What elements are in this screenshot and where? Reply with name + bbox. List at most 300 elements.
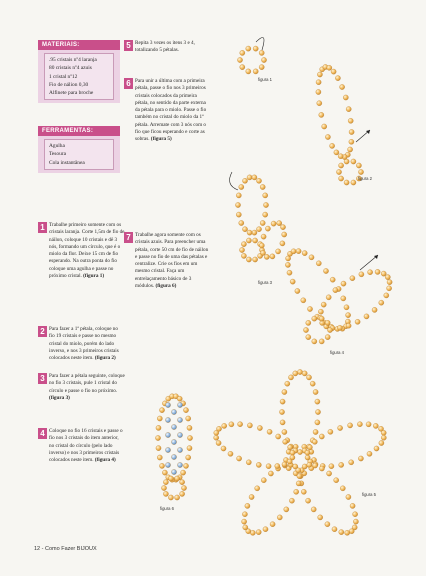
fig6-petal-bead <box>157 455 162 460</box>
fig4-petal-bead <box>337 325 342 330</box>
step-number: 1 <box>38 222 47 233</box>
fig6-ring-bead <box>163 480 168 485</box>
fig4-petal-bead <box>355 319 360 324</box>
fig2-bead <box>358 169 363 174</box>
fig6-blue-bead <box>165 447 170 452</box>
fig3-petal-bead <box>252 175 257 180</box>
fig5-petal-bead <box>306 498 311 503</box>
fig5-petal-bead <box>257 425 262 430</box>
fig5-petal-bead <box>266 464 271 469</box>
fig6-petal-bead <box>187 446 192 451</box>
fig1-bead <box>261 57 266 62</box>
fig6-ring-bead <box>175 495 180 500</box>
fig3-petal-bead <box>247 230 252 235</box>
fig4-ring-bead <box>325 335 330 340</box>
fig5-petal-bead <box>237 456 242 461</box>
fig4-petal-bead <box>318 309 323 314</box>
fig6-blue-bead <box>165 417 170 422</box>
fig3-petal-bead <box>252 230 257 235</box>
figure-label: figura 1 <box>258 77 272 82</box>
figure-ref: (figura 6) <box>155 283 177 290</box>
fig3-petal-bead <box>263 202 268 207</box>
fig3-petal-bead <box>260 220 265 225</box>
fig2-petal-bead <box>325 134 330 139</box>
fig6-petal-bead <box>183 463 188 468</box>
fig3-thread <box>230 172 238 190</box>
tools-item: Cola instantânea <box>49 159 85 166</box>
fig2-bead <box>356 163 361 168</box>
fig6-petal-bead <box>187 425 192 430</box>
figure-ref: (figura 3) <box>49 394 70 401</box>
materials-item: 1 cristal nº12 <box>49 73 78 80</box>
fig4-petal-bead <box>372 307 377 312</box>
fig5-petal-bead <box>214 435 219 440</box>
fig2-petal-bead <box>338 154 343 159</box>
fig5-petal-bead <box>315 420 320 425</box>
fig4-petal-bead <box>301 298 306 303</box>
fig5-petal-bead <box>346 494 351 499</box>
figure-ref: (figura 5) <box>150 136 172 143</box>
fig4-petal-bead <box>359 272 364 277</box>
fig4-petal-bead <box>384 293 389 298</box>
fig4-ring-bead <box>306 335 311 340</box>
fig4-petal-bead <box>296 249 301 254</box>
fig5-petal-bead <box>358 456 363 461</box>
fig2-petal-bead <box>346 107 351 112</box>
fig5-petal-bead <box>302 464 307 469</box>
fig4-ring-bead <box>303 327 308 332</box>
materials-item: Alfinete para broche <box>49 90 94 97</box>
fig5-petal-bead <box>305 455 310 460</box>
fig5-petal-bead <box>332 527 337 532</box>
fig4-ring-bead <box>312 316 317 321</box>
fig2-petal-bead <box>317 72 322 77</box>
fig3-petal-bead <box>260 184 265 189</box>
fig5-petal-bead <box>349 460 354 465</box>
figure-label: figura 6 <box>160 506 174 511</box>
figures-group <box>155 46 392 535</box>
step-number: 4 <box>38 428 47 439</box>
fig5-petal-bead <box>255 486 260 491</box>
step-text: Para fazer a pétala seguinte, coloque no fio 3 cristais, pule 1 cristal do círculo e passe o fio no próximo. <box>49 373 125 394</box>
fig3-petal-bead <box>276 249 281 254</box>
fig1-bead <box>240 65 245 70</box>
fig6-petal-bead <box>186 455 191 460</box>
fig6-petal-bead <box>177 396 182 401</box>
fig3-petal-bead <box>256 227 261 232</box>
step-number: 7 <box>124 232 133 243</box>
fig1-bead <box>253 69 258 74</box>
fig5-petal-bead <box>249 494 254 499</box>
fig3-petal-bead <box>260 250 265 255</box>
fig5-petal-bead <box>297 449 302 454</box>
fig6-ring-bead <box>180 491 185 496</box>
fig5-petal-bead <box>267 429 272 434</box>
fig5-petal-bead <box>305 450 310 455</box>
step-text: Trabalhe primeiro somente com os cristais laranja. Corte 1,5m de fio de náilon, coloque 10 cristais e dê 3 nós, formando um círculo, que é o miolo da flor. Deixe 15 cm de fio esperando. Na outra ponta do fio coloque uma agulha e passe no próximo cristal. <box>49 222 125 280</box>
tools-item: Tesoura <box>49 151 66 158</box>
fig5-petal-bead <box>310 381 315 386</box>
fig3-petal-bead <box>239 184 244 189</box>
fig5-petal-bead <box>311 507 316 512</box>
fig3-ring-bead <box>246 238 251 243</box>
fig4-petal-bead <box>387 286 392 291</box>
figure-ref: (figura 4) <box>94 457 116 464</box>
fig5-petal-bead <box>367 451 372 456</box>
fig5-petal-bead <box>282 389 287 394</box>
fig5-petal-bead <box>318 515 323 520</box>
fig1-bead <box>246 46 251 51</box>
fig2-petal-bead <box>349 129 354 134</box>
fig6-petal-bead <box>183 408 188 413</box>
fig5-petal-bead <box>290 450 295 455</box>
fig5-petal-bead <box>373 423 378 428</box>
fig6-petal-bead <box>159 463 164 468</box>
arrow-heads <box>366 130 378 259</box>
figure-label: figura 4 <box>330 350 344 355</box>
fig5-petal-bead <box>315 409 320 414</box>
fig2-petal-bead <box>316 80 321 85</box>
fig2-petal-bead <box>334 150 339 155</box>
fig4-petal-bead <box>346 313 351 318</box>
fig5-petal-bead <box>245 503 250 508</box>
fig3-petal-bead <box>263 193 268 198</box>
figure-ref: (figura 2) <box>94 355 116 362</box>
fig5-petal-bead <box>243 525 248 530</box>
fig2-petal-bead <box>330 143 335 148</box>
arrow-lines <box>230 38 378 271</box>
fig6-ring-bead <box>180 480 185 485</box>
fig6-petal-bead <box>156 446 161 451</box>
fig4-petal-bead <box>379 300 384 305</box>
fig4-petal-bead <box>381 271 386 276</box>
fig5-petal-bead <box>313 389 318 394</box>
fig6-ring-bead <box>161 485 166 490</box>
fig3-petal-bead <box>277 221 282 226</box>
fig6-ring-bead <box>181 485 186 490</box>
fig5-petal-bead <box>263 527 268 532</box>
fig5-petal-bead <box>287 459 292 464</box>
fig3-petal-bead <box>256 178 261 183</box>
fig6-blue-bead <box>165 432 170 437</box>
fig6-blue-bead <box>171 439 176 444</box>
fig4-petal-bead <box>346 323 351 328</box>
fig2-petal-bead <box>331 69 336 74</box>
fig4-ring-bead <box>319 339 324 344</box>
fig5-petal-bead <box>279 409 284 414</box>
fig3-petal-bead <box>242 178 247 183</box>
fig5-petal-bead <box>256 462 261 467</box>
fig5-petal-bead <box>242 519 247 524</box>
fig5-petal-bead <box>339 530 344 535</box>
fig5-petal-bead <box>282 429 287 434</box>
fig4-petal-bead <box>323 268 328 273</box>
fig4-petal-bead <box>387 280 392 285</box>
fig1-bead <box>259 65 264 70</box>
fig4-ring-bead <box>327 327 332 332</box>
fig5-petal-bead <box>294 489 299 494</box>
fig3-petal-bead <box>263 212 268 217</box>
fig3-petal-bead <box>270 254 275 259</box>
fig4-petal-bead <box>330 277 335 282</box>
step-text: Para unir a última com a primeira pétala, passe o fio nos 3 primeiros cristais colocados da primeira pétala, no sentido da parte externa da pétala para o miolo. Passe o fio também no cristal do miolo da 1ª pétala. Arremate com 3 nós com o fio que ficou esperando e corte as sobras. <box>135 78 207 143</box>
fig2-petal-bead <box>348 118 353 123</box>
fig5-petal-bead <box>301 489 306 494</box>
fig5-petal-bead <box>238 422 243 427</box>
fig1-bead <box>253 46 258 51</box>
fig6-blue-bead <box>171 469 176 474</box>
figure-label: figura 3 <box>258 280 272 285</box>
step-text: Trabalhe agora somente com os cristais azuis. Para preencher uma pétala, corte 50 cm de fio de náilon e passe no fio de uma das pétalas e centralize. Crie os fios em um mesmo cristal. Faça um entrelaçamento básico de 3 módulos. <box>135 232 209 290</box>
figure-label: figura 2 <box>358 176 372 181</box>
fig5-petal-bead <box>221 446 226 451</box>
fig2-petal-bead <box>322 124 327 129</box>
fig3-petal-bead <box>236 193 241 198</box>
fig5-petal-bead <box>222 423 227 428</box>
fig5-petal-bead <box>327 471 332 476</box>
fig6-ring-bead <box>168 476 173 481</box>
fig6-petal-bead <box>187 435 192 440</box>
fig5-petal-bead <box>285 381 290 386</box>
fig5-petal-bead <box>339 462 344 467</box>
tools-item: Agulha <box>49 143 65 149</box>
fig6-blue-bead <box>165 462 170 467</box>
arrowhead-icon <box>366 130 370 134</box>
fig5-petal-bead <box>216 426 221 431</box>
fig3-petal-bead <box>242 227 247 232</box>
fig4-petal-bead <box>341 281 346 286</box>
fig5-petal-bead <box>353 519 358 524</box>
fig2-bead <box>351 159 356 164</box>
fig6-petal-bead <box>157 416 162 421</box>
fig6-petal-bead <box>186 416 191 421</box>
fig4-petal-bead <box>286 256 291 261</box>
fig5-petal-bead <box>381 430 386 435</box>
fig5-petal-bead <box>275 463 280 468</box>
fig2-bead <box>336 169 341 174</box>
fig5-petal-bead <box>242 512 247 517</box>
fig3-ring-bead <box>239 247 244 252</box>
fig6-blue-bead <box>171 409 176 414</box>
fig3-petal-bead <box>271 221 276 226</box>
fig1-bead <box>246 69 251 74</box>
page-footer: 12 - Como Fazer BIJOUX <box>34 546 97 552</box>
fig5-petal-bead <box>302 371 307 376</box>
fig5-petal-bead <box>325 522 330 527</box>
fig4-petal-bead <box>291 249 296 254</box>
fig5-petal-bead <box>288 445 293 450</box>
step-number: 5 <box>124 40 133 51</box>
fig3-petal-bead <box>282 232 287 237</box>
fig4-ring-bead <box>306 320 311 325</box>
fig4-petal-bead <box>326 295 331 300</box>
fig5-petal-bead <box>246 460 251 465</box>
fig4-ring-bead <box>319 316 324 321</box>
materials-item: 80 cristais nº4 azuis <box>49 65 92 72</box>
fig5-petal-bead <box>319 466 324 471</box>
fig3-petal-bead <box>280 241 285 246</box>
fig4-petal-bead <box>290 279 295 284</box>
fig4-petal-bead <box>333 288 338 293</box>
fig5-petal-bead <box>216 440 221 445</box>
materials-title: MATERIAIS: <box>38 40 120 50</box>
fig5-petal-bead <box>345 530 350 535</box>
fig5-petal-bead <box>338 425 343 430</box>
fig5-petal-bead <box>229 422 234 427</box>
fig5-petal-bead <box>280 420 285 425</box>
fig6-blue-bead <box>177 402 182 407</box>
fig5-petal-bead <box>312 439 317 444</box>
fig6-petal-bead <box>159 408 164 413</box>
fig6-blue-bead <box>177 447 182 452</box>
fig5-petal-bead <box>289 498 294 503</box>
fig3-ring-bead <box>253 257 258 262</box>
fig4-petal-bead <box>375 269 380 274</box>
fig5-petal-bead <box>297 474 302 479</box>
fig3-ring-bead <box>241 253 246 258</box>
fig5-petal-bead <box>374 446 379 451</box>
fig3-petal-bead <box>261 234 266 239</box>
fig1-bead <box>259 50 264 55</box>
fig5-petal-bead <box>381 435 386 440</box>
step-number: 6 <box>124 78 133 89</box>
fig2-petal-bead <box>327 65 332 70</box>
fig2-petal-bead <box>316 89 321 94</box>
fig2-petal-bead <box>317 101 322 106</box>
fig3-petal-bead <box>239 220 244 225</box>
fig5-petal-bead <box>283 439 288 444</box>
fig6-ring-bead <box>163 491 168 496</box>
fig5-petal-bead <box>228 451 233 456</box>
fig3-petal-bead <box>265 226 270 231</box>
fig5-petal-bead <box>282 462 287 467</box>
fig4-petal-bead <box>350 276 355 281</box>
tools-title: FERRAMENTAS: <box>38 126 120 136</box>
fig2-petal-bead <box>349 139 354 144</box>
fig2-bead <box>339 176 344 181</box>
fig5-petal-bead <box>296 468 301 473</box>
fig4-petal-bead <box>364 314 369 319</box>
step-text: Coloque no fio 16 cristais e passe o fio nos 3 cristais do item anterior, no cristal do círculo (pelo lado inverso) e nos 3 primeiros cristais colocados neste item. <box>49 428 123 464</box>
fig5-petal-bead <box>334 478 339 483</box>
fig2-petal-bead <box>340 84 345 89</box>
fig5-petal-bead <box>307 462 312 467</box>
fig1-bead <box>240 50 245 55</box>
fig5-petal-bead <box>288 375 293 380</box>
fig5-petal-bead <box>328 429 333 434</box>
fig6-blue-bead <box>177 432 182 437</box>
fig3-petal-bead <box>236 212 241 217</box>
materials-item: Fio de nálion 0,30 <box>49 81 89 88</box>
fig4-petal-bead <box>368 270 373 275</box>
fig5-petal-bead <box>340 486 345 491</box>
fig6-blue-bead <box>177 462 182 467</box>
fig6-petal-bead <box>156 425 161 430</box>
fig3-petal-bead <box>280 225 285 230</box>
figure-label: figura 5 <box>362 492 376 497</box>
step-text: Repita 3 vezes os itens 3 e 4, totalizando 5 pétalas. <box>135 40 195 54</box>
fig4-ring-bead <box>325 320 330 325</box>
fig5-petal-bead <box>297 369 302 374</box>
fig3-petal-bead <box>235 202 240 207</box>
fig4-petal-bead <box>316 261 321 266</box>
fig5-petal-bead <box>270 522 275 527</box>
fig4-petal-bead <box>307 306 312 311</box>
fig4-petal-bead <box>344 305 349 310</box>
fig3-ring-bead <box>253 238 258 243</box>
fig2-petal-bead <box>343 95 348 100</box>
fig5-petal-bead <box>315 399 320 404</box>
figure-ref: (figura 1) <box>83 273 105 280</box>
materials-item: .95 cristais nº4 laranja <box>49 57 97 63</box>
fig5-petal-bead <box>313 429 318 434</box>
fig5-petal-bead <box>306 375 311 380</box>
fig5-petal-bead <box>293 371 298 376</box>
fig5-petal-bead <box>379 440 384 445</box>
fig4-petal-bead <box>385 275 390 280</box>
fig4-petal-bead <box>309 255 314 260</box>
fig5-petal-bead <box>313 463 318 468</box>
fig4-petal-bead <box>341 296 346 301</box>
fig5-petal-bead <box>277 515 282 520</box>
fig4-petal-bead <box>295 288 300 293</box>
fig5-petal-bead <box>296 481 301 486</box>
fig5-petal-bead <box>350 503 355 508</box>
fig6-ring-bead <box>168 495 173 500</box>
fig5-petal-bead <box>256 530 261 535</box>
fig4-petal-bead <box>302 251 307 256</box>
step-text: Para fazer a 1ª pétala, coloque no fio 19 cristais e passe no mesmo cristal do miolo, porém do lado inverso, e nos 3 primeiros cristais colocados neste item. <box>49 326 119 362</box>
step-number: 2 <box>38 326 47 337</box>
fig2-bead <box>339 163 344 168</box>
fig5-petal-bead <box>268 471 273 476</box>
fig5-petal-bead <box>276 434 281 439</box>
fig5-petal-bead <box>307 445 312 450</box>
fig6-ring-bead <box>175 476 180 481</box>
fig4-petal-bead <box>285 262 290 267</box>
fig5-petal-bead <box>247 423 252 428</box>
fig5-petal-bead <box>329 464 334 469</box>
fig2-petal-bead <box>319 112 324 117</box>
fig1-bead <box>237 57 242 62</box>
arrowhead-icon <box>374 255 378 259</box>
fig6-petal-bead <box>181 470 186 475</box>
fig5-petal-bead <box>280 399 285 404</box>
fig2-petal-bead <box>348 147 353 152</box>
fig5-petal-bead <box>357 422 362 427</box>
fig6-blue-bead <box>171 424 176 429</box>
fig3-ring-bead <box>241 242 246 247</box>
fig6-blue-bead <box>171 454 176 459</box>
step-number: 3 <box>38 373 47 384</box>
fig4-ring-bead <box>312 339 317 344</box>
fig6-blue-bead <box>177 417 182 422</box>
fig5-petal-bead <box>366 422 371 427</box>
fig2-bead <box>351 180 356 185</box>
fig3-petal-bead <box>247 175 252 180</box>
fig5-petal-bead <box>284 507 289 512</box>
fig5-petal-bead <box>319 434 324 439</box>
fig4-petal-bead <box>287 270 292 275</box>
fig5-petal-bead <box>353 512 358 517</box>
fig5-petal-bead <box>261 478 266 483</box>
fig3-petal-bead <box>259 243 264 248</box>
fig3-petal-bead <box>264 254 269 259</box>
fig2-bead <box>344 180 349 185</box>
fig3-ring-bead <box>246 257 251 262</box>
fig6-blue-bead <box>165 402 170 407</box>
fig5-petal-bead <box>348 423 353 428</box>
